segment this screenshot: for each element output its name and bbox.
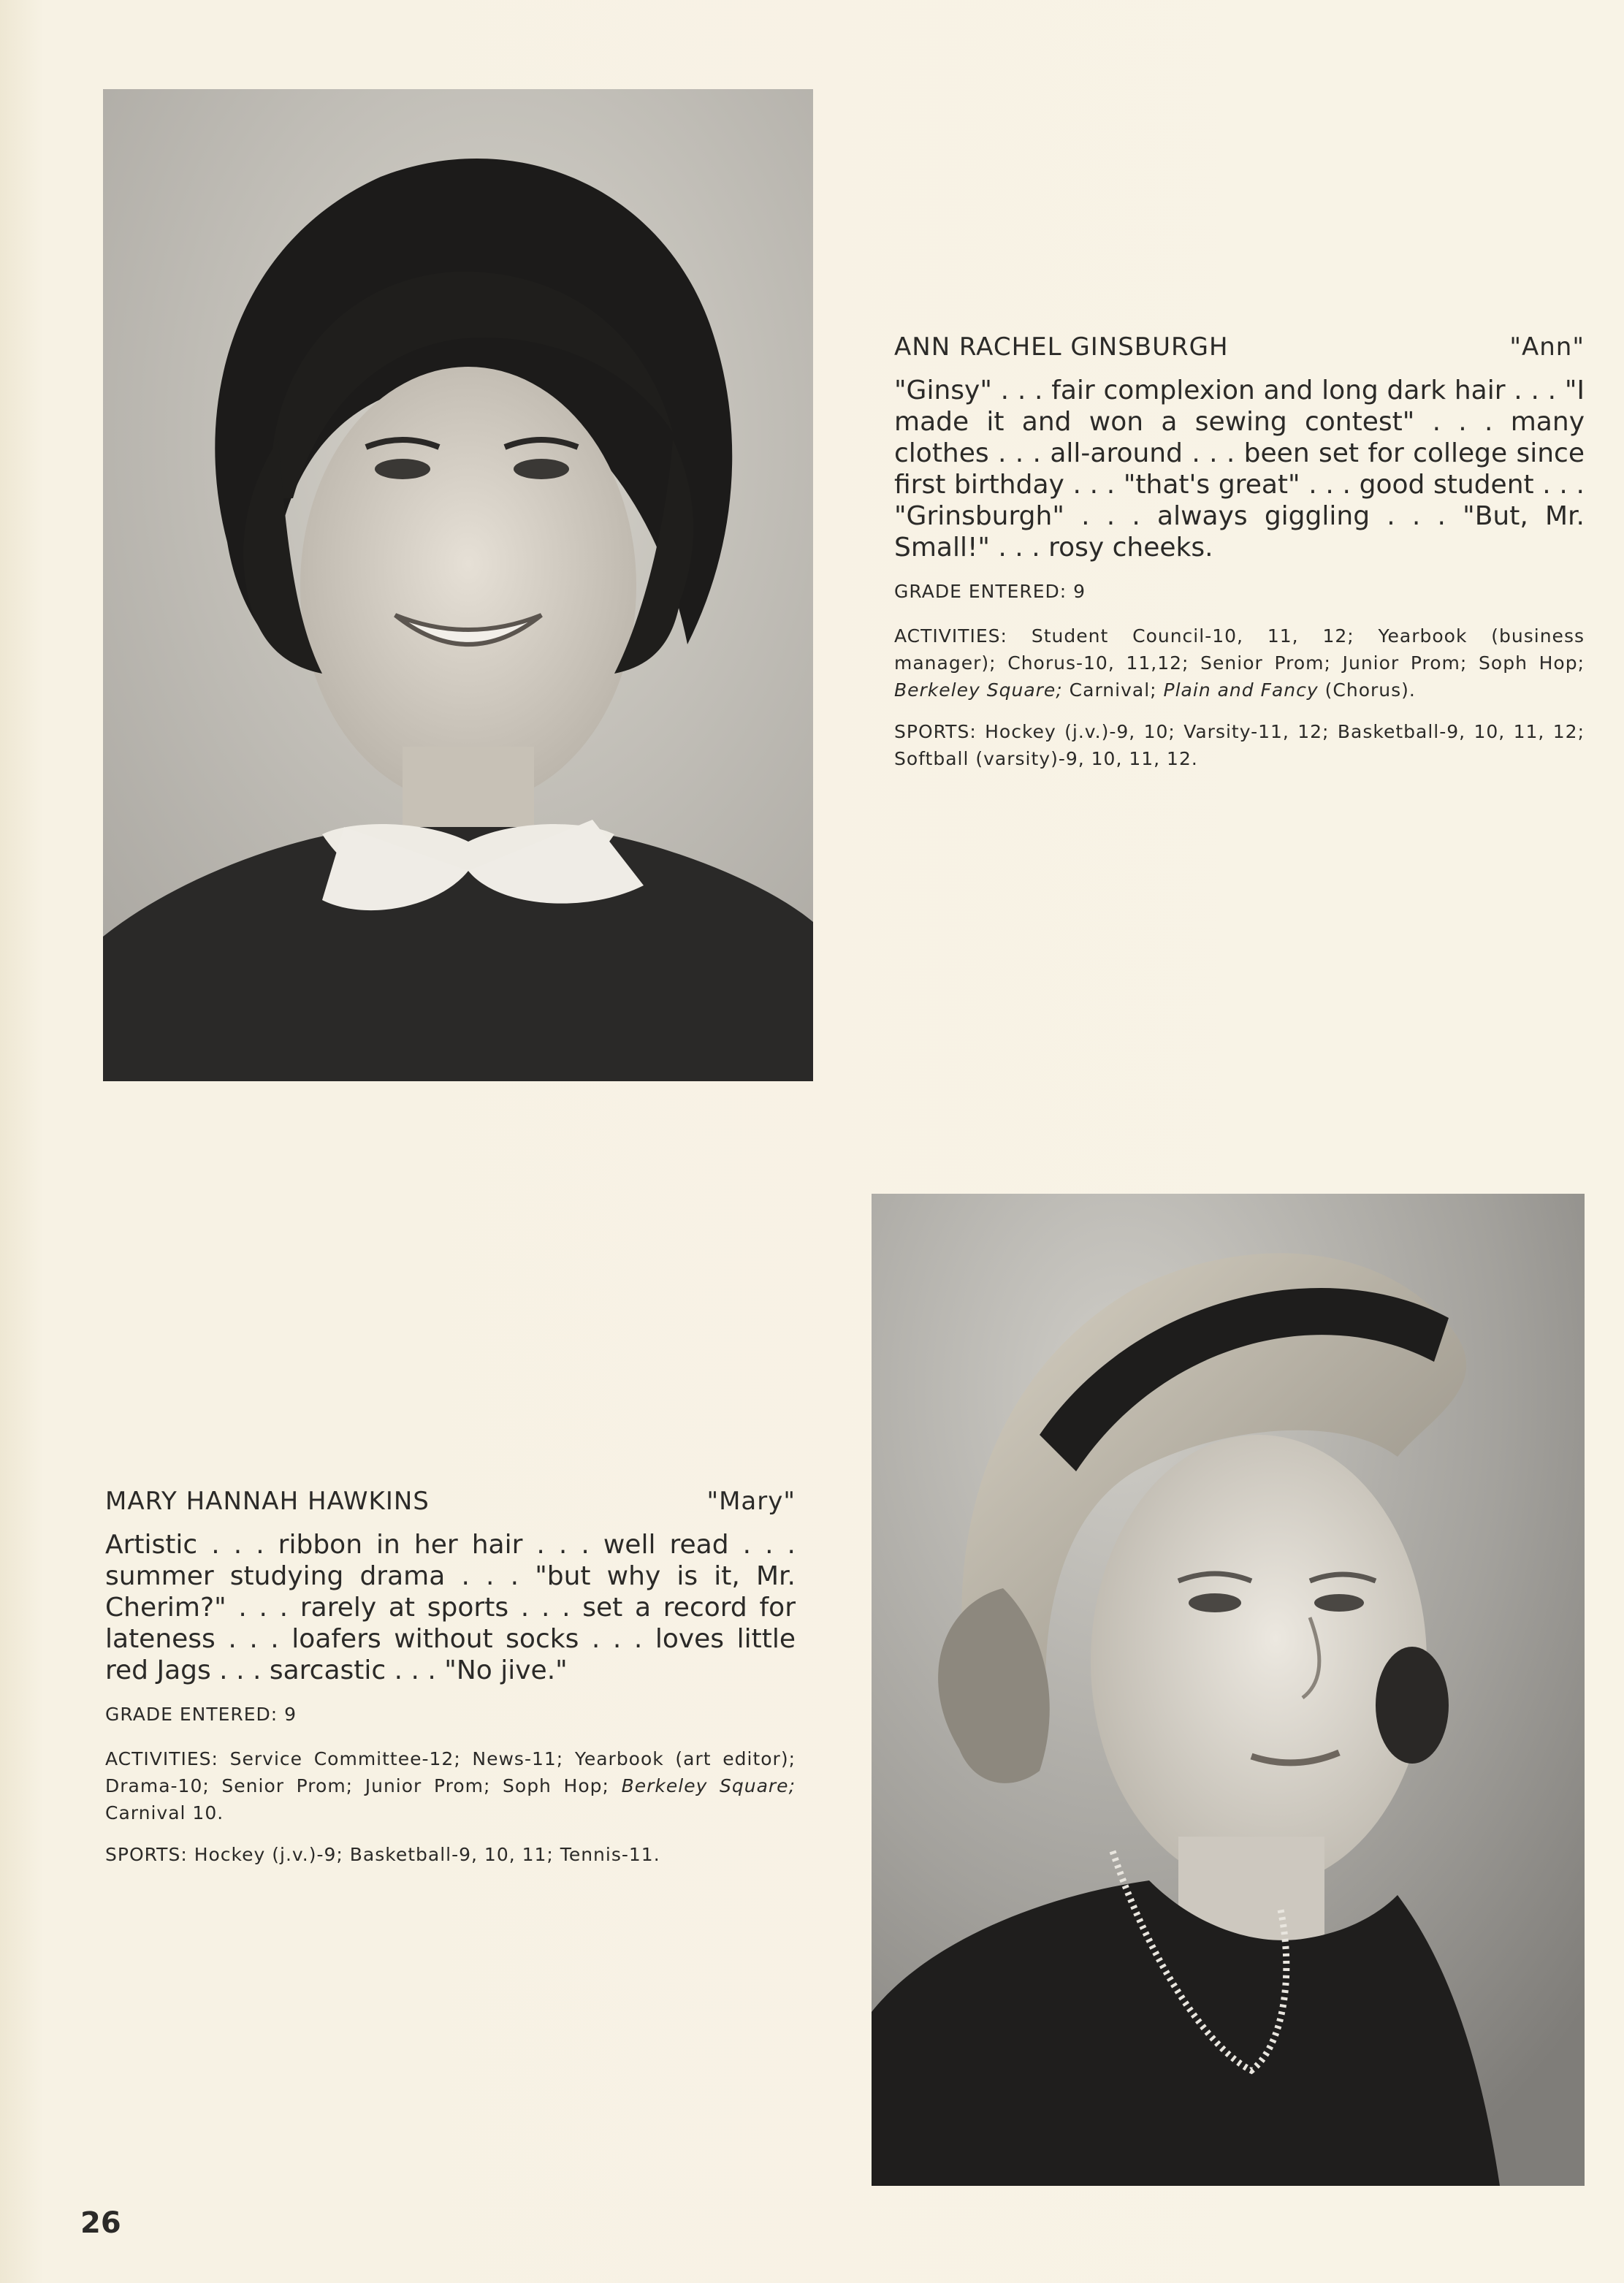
activities-italic: Berkeley Square; — [894, 679, 1063, 701]
activities-text: Carnival; — [1062, 679, 1164, 701]
grade-entered: GRADE ENTERED: 9 — [894, 581, 1086, 602]
student-entry-hawkins — [105, 1487, 796, 1883]
activities-italic: Berkeley Square; — [621, 1775, 796, 1796]
activities — [894, 622, 1585, 704]
student-portrait-ginsburgh — [103, 89, 813, 1081]
grade-entered: GRADE ENTERED: 9 — [105, 1704, 297, 1725]
activities-text: Service Committee-12; News-11; Yearbook (art editor); Drama-10; Senior Prom; Junior Prom; Soph Hop; — [105, 1748, 796, 1796]
student-nickname: "Ann" — [1509, 332, 1585, 362]
student-description: "Ginsy" . . . fair complexion and long dark hair . . . "I made it and won a sewing contest" . . . many clothes . . . all-around . . . been set for college since first birthday . . . "that's great" . . . good student . . . "Grinsburgh" . . . always giggling . . . "But, Mr. Small!" . . . rosy cheeks. — [894, 376, 1585, 563]
sports-text: Hockey (j.v.)-9, 10; Varsity-11, 12; Basketball-9, 10, 11, 12; Softball (varsity)-9, 10, 11, 12. — [894, 721, 1585, 769]
name-row — [894, 332, 1585, 362]
activities-label: ACTIVITIES: — [894, 625, 1007, 647]
student-description: Artistic . . . ribbon in her hair . . . well read . . . summer studying drama . . . "but why is it, Mr. Cherim?" . . . rarely at sports . . . set a record for lateness . . . loafers without socks . . . loves little red Jags . . . sarcastic . . . "No jive." — [105, 1530, 796, 1685]
activities — [105, 1745, 796, 1826]
activities-text: Carnival 10. — [105, 1802, 224, 1823]
student-portrait-hawkins — [872, 1194, 1585, 2186]
name-row — [105, 1487, 796, 1516]
activities-label: ACTIVITIES: — [105, 1748, 218, 1769]
student-entry-ginsburgh — [894, 332, 1585, 787]
student-name: ANN RACHEL GINSBURGH — [894, 332, 1229, 362]
sports-label: SPORTS: — [105, 1844, 188, 1865]
activities-italic: Plain and Fancy — [1163, 679, 1319, 701]
sports — [105, 1841, 796, 1868]
activities-text: Student Council-10, 11, 12; Yearbook (business manager); Chorus-10, 11,12; Senior Prom; Junior Prom; Soph Hop; — [894, 625, 1585, 674]
sports-text: Hockey (j.v.)-9; Basketball-9, 10, 11; Tennis-11. — [187, 1844, 660, 1865]
student-nickname: "Mary" — [706, 1487, 796, 1516]
activities-text: (Chorus). — [1318, 679, 1416, 701]
sports-label: SPORTS: — [894, 721, 977, 742]
page-number: 26 — [80, 2206, 121, 2240]
sports — [894, 718, 1585, 772]
student-name: MARY HANNAH HAWKINS — [105, 1487, 430, 1516]
